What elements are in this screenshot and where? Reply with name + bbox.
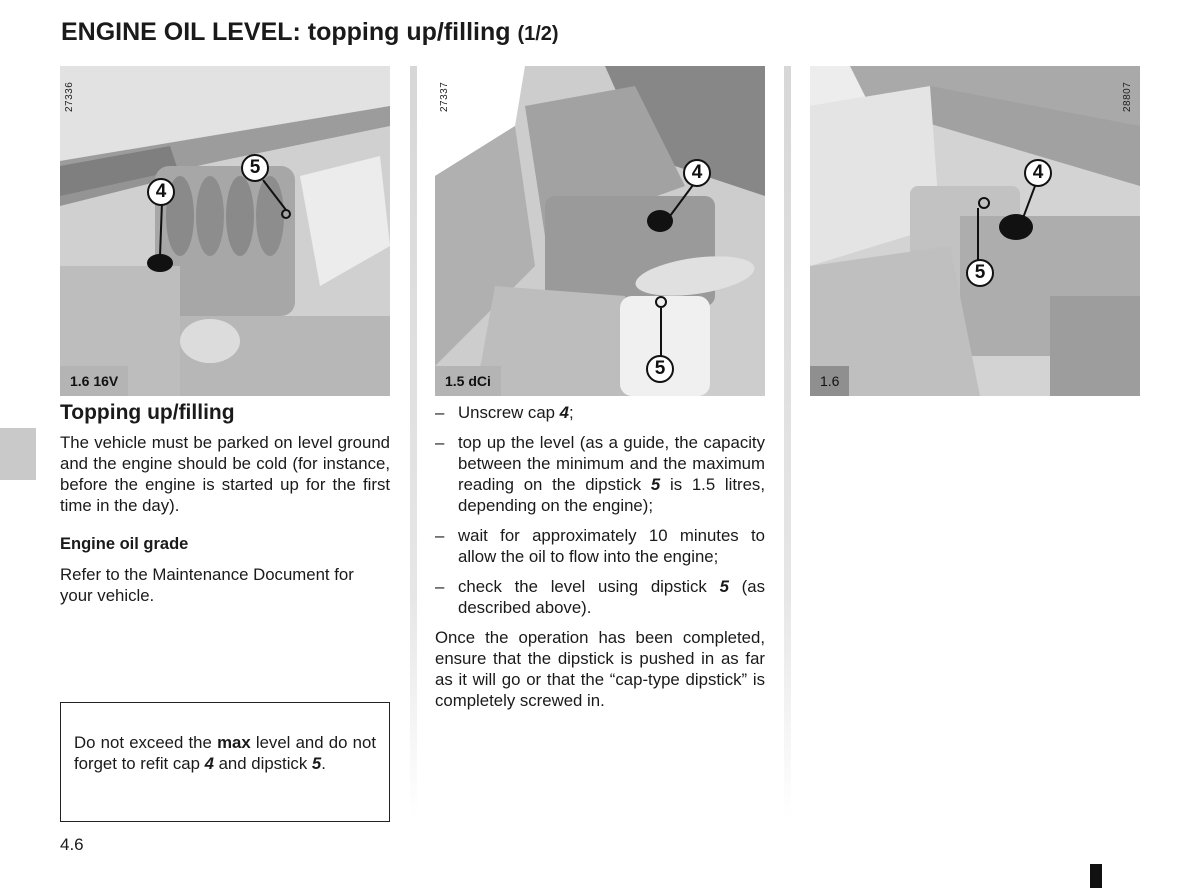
engine-illustration: [810, 66, 1140, 396]
page-title-text: ENGINE OIL LEVEL: topping up/filling: [61, 18, 511, 46]
oil-grade-paragraph: Refer to the Maintenance Document for your vehicle.: [60, 565, 354, 605]
engine-illustration: [60, 66, 390, 396]
callout-5-dipstick: 5: [966, 259, 994, 287]
callout-5-dipstick: 5: [646, 355, 674, 383]
step-text: (as described above).: [458, 577, 765, 617]
callout-4-cap: 4: [683, 159, 711, 187]
page-corner-mark: [1090, 864, 1102, 888]
figure-reference-number: 28807: [1122, 81, 1133, 112]
step-text: is 1.5 litres, depending on the engine);: [458, 475, 765, 515]
max-keyword: max: [217, 733, 251, 752]
callout-4-cap: 4: [147, 178, 175, 206]
section-side-tab: [0, 428, 36, 480]
middle-text-column: [435, 402, 765, 711]
cap-reference: 4: [559, 403, 569, 422]
warning-text-part: and dipstick: [213, 754, 312, 773]
warning-text: [74, 732, 376, 774]
section-heading: Topping up/filling: [60, 401, 235, 424]
closing-paragraph: Once the operation has been completed, ensure that the dipstick is pushed in as far as it will go or that the “cap-type dipstick” is completely screwed in.: [435, 628, 765, 710]
step-dash: –: [435, 403, 445, 422]
page-part-indicator: (1/2): [517, 23, 559, 45]
dipstick-reference: 5: [650, 475, 661, 494]
warning-text-part: Do not exceed the: [74, 733, 218, 752]
step-text: check the level using dipstick: [458, 577, 720, 596]
figure-reference-number: 27337: [439, 81, 450, 112]
procedure-step: [435, 525, 765, 567]
step-text: top up the level (as a guide, the capacity between the minimum and the maximum reading on the dipstick: [458, 433, 765, 494]
engine-type-label: 1.6: [810, 366, 849, 396]
step-dash: –: [435, 526, 445, 545]
engine-photo-1-6-16v: [60, 66, 390, 396]
step-dash: –: [435, 577, 445, 596]
step-text: wait for approximately 10 minutes to allow the oil to flow into the engine;: [458, 526, 765, 566]
procedure-steps: [435, 402, 765, 618]
step-dash: –: [435, 433, 445, 452]
column-separator: [784, 66, 791, 818]
callout-5-dipstick: 5: [241, 154, 269, 182]
engine-type-label: 1.6 16V: [60, 366, 128, 396]
engine-photo-1-5-dci: [435, 66, 765, 396]
warning-text-part: .: [321, 754, 326, 773]
figure-reference-number: 27336: [64, 81, 75, 112]
left-text-column: [60, 402, 390, 606]
column-separator: [410, 66, 417, 818]
step-text: ;: [569, 403, 574, 422]
callout-4-cap: 4: [1024, 159, 1052, 187]
page-number: 4.6: [60, 835, 84, 854]
cap-reference: 4: [204, 754, 214, 773]
warning-text-part: level and do not forget to refit cap: [74, 733, 376, 773]
engine-illustration: [435, 66, 765, 396]
warning-box: [60, 702, 390, 822]
oil-grade-subheading: Engine oil grade: [60, 535, 189, 553]
step-text: Unscrew cap: [458, 403, 560, 422]
engine-type-label: 1.5 dCi: [435, 366, 501, 396]
dipstick-reference: 5: [719, 577, 729, 596]
page-title: [61, 18, 559, 47]
engine-photo-1-6: [810, 66, 1140, 396]
procedure-step: [435, 576, 765, 618]
procedure-step: [435, 402, 765, 423]
procedure-step: [435, 432, 765, 516]
dipstick-reference: 5: [311, 754, 322, 773]
intro-paragraph: The vehicle must be parked on level ground and the engine should be cold (for instance, before the engine is started up for the first time in the day).: [60, 433, 390, 515]
